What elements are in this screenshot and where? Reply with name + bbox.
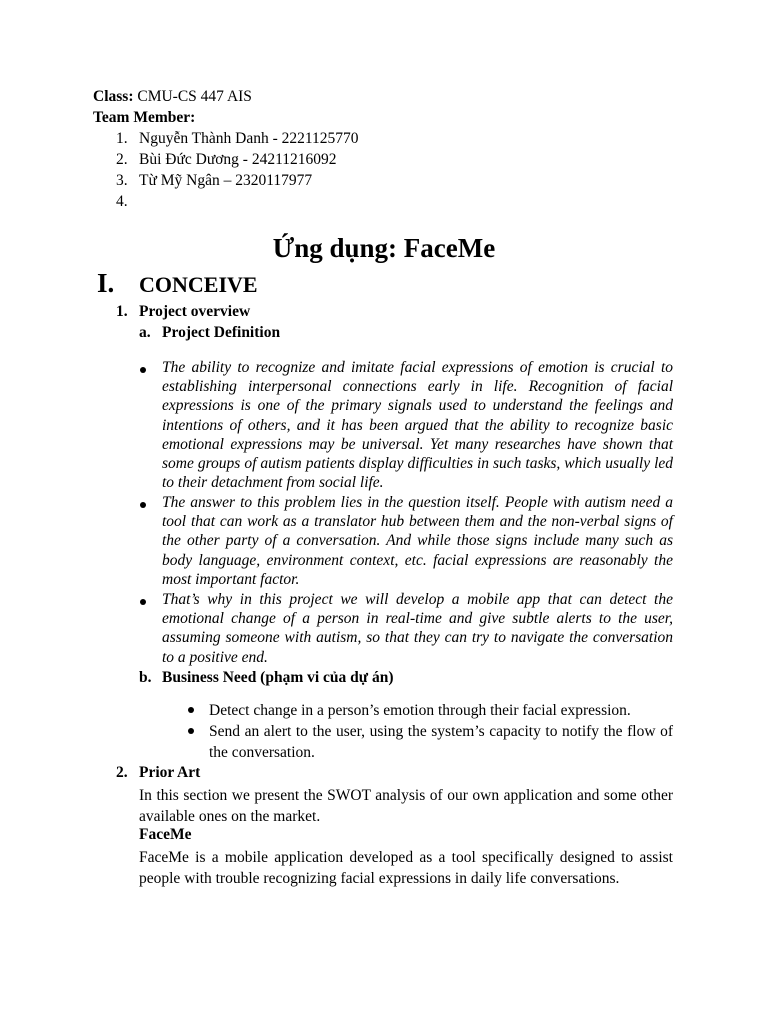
member-item: Từ Mỹ Ngân – 2320117977	[139, 172, 313, 189]
class-value: CMU-CS 447 AIS	[133, 88, 252, 105]
member-number: 2.	[116, 151, 128, 168]
item-letter: a.	[139, 324, 151, 341]
bullet-icon	[188, 707, 194, 713]
bullet-icon	[188, 728, 194, 734]
member-number: 3.	[116, 172, 128, 189]
bullet-icon	[140, 367, 146, 373]
bullet-icon	[140, 599, 146, 605]
subsection-title: Prior Art	[139, 764, 201, 781]
class-line	[93, 88, 252, 106]
definition-paragraph: That’s why in this project we will develop a mobile app that can detect the emotional change of a person in real-time and give subtle alerts to the user, assuming someone with autism, so that they can try to navigate the conversation to a positive end.	[162, 591, 673, 666]
item-title: Project Definition	[162, 324, 281, 341]
subsection-number: 2.	[116, 764, 128, 781]
document-title: Ứng dụng: FaceMe	[272, 233, 496, 263]
subsection-number: 1.	[116, 303, 128, 320]
business-need-item: Send an alert to the user, using the system’s capacity to notify the flow of the conversation.	[209, 723, 673, 761]
definition-paragraph: The ability to recognize and imitate facial expressions of emotion is crucial to establishing interpersonal connections early in life. Recognition of facial expressions is one of the primary signals used to understand the feelings and intentions of others, and it has been argued that the ability to recognize basic emotional expressions may be universal. Yet many researches have shown that some groups of autism patients display difficulties in such tasks, which usually led to their detachment from social life.	[162, 359, 673, 492]
subsection-title: Project overview	[139, 303, 251, 320]
prior-art-intro: In this section we present the SWOT analysis of our own application and some other available ones on the market.	[139, 787, 673, 825]
section-title: CONCEIVE	[139, 272, 258, 297]
member-number: 4.	[116, 193, 128, 210]
bullet-icon	[140, 502, 146, 508]
app-description: FaceMe is a mobile application developed as a tool specifically designed to assist people with trouble recognizing facial expressions in daily life conversations.	[139, 849, 673, 887]
item-letter: b.	[139, 669, 152, 686]
definition-paragraph: The answer to this problem lies in the question itself. People with autism need a tool that can work as a translator hub between them and the non-verbal signs of the other party of a conversation. And while those signs include many such as body language, environment context, etc. facial expressions are reasonably the most important factor.	[162, 494, 673, 588]
item-title: Business Need (phạm vi của dự án)	[162, 669, 394, 686]
team-member-label: Team Member:	[93, 109, 196, 126]
business-need-item: Detect change in a person’s emotion through their facial expression.	[209, 702, 631, 719]
class-label: Class:	[93, 88, 134, 105]
member-item: Nguyễn Thành Danh - 2221125770	[139, 130, 359, 147]
section-numeral: I.	[97, 268, 115, 298]
member-item: Bùi Đức Dương - 24211216092	[139, 151, 337, 168]
app-name-heading: FaceMe	[139, 826, 192, 843]
member-number: 1.	[116, 130, 128, 147]
